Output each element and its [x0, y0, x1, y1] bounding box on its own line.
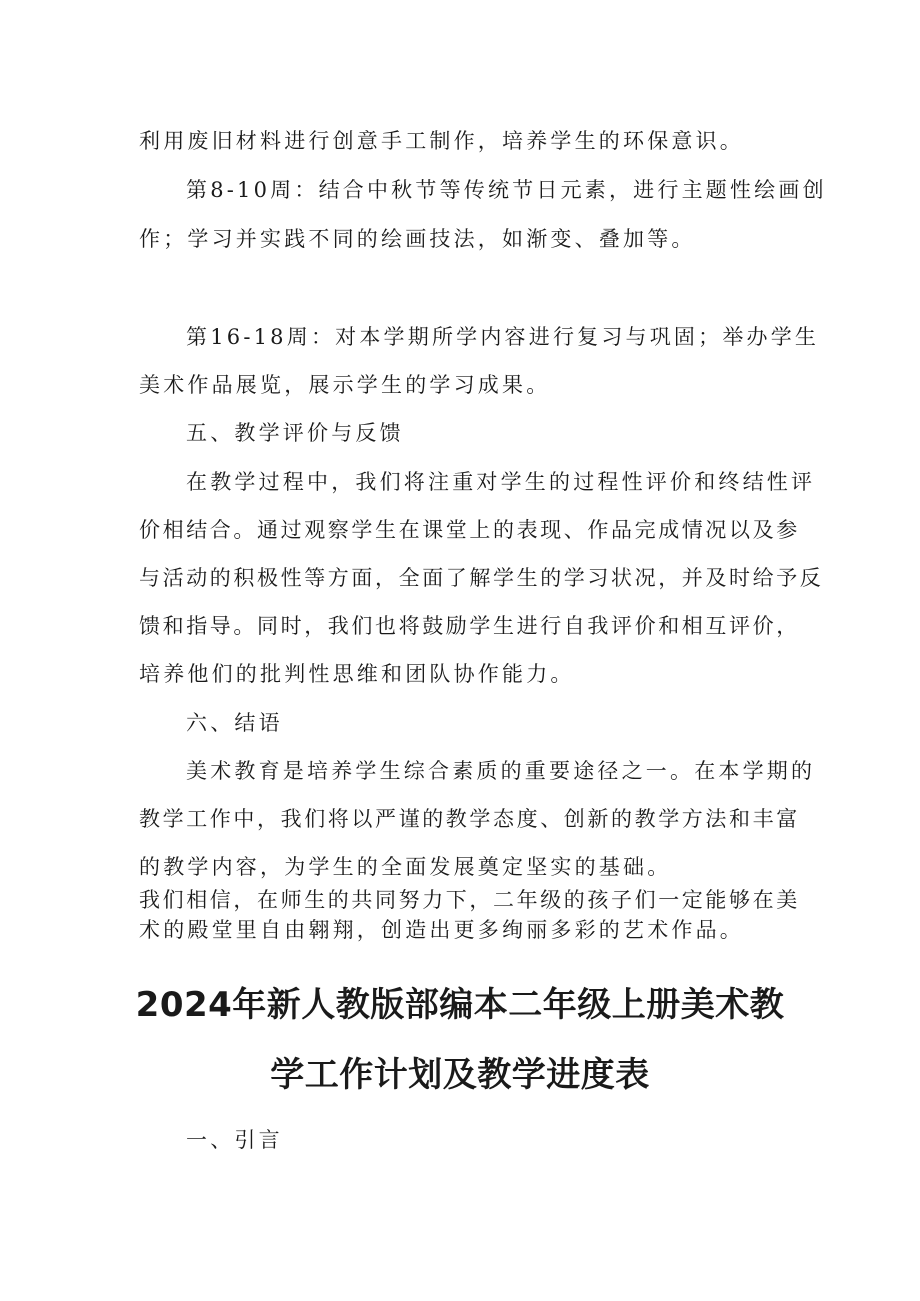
- paragraph-line: 第8-10周：结合中秋节等传统节日元素，进行主题性绘画创: [186, 178, 827, 202]
- paragraph-line: 价相结合。通过观察学生在课堂上的表现、作品完成情况以及参: [139, 518, 800, 542]
- paragraph-line: 教学工作中，我们将以严谨的教学态度、创新的教学方法和丰富: [139, 807, 800, 831]
- paragraph-line: 我们相信，在师生的共同努力下，二年级的孩子们一定能够在美: [139, 888, 800, 912]
- paragraph-line: 术的殿堂里自由翱翔，创造出更多绚丽多彩的艺术作品。: [139, 918, 744, 942]
- paragraph-line: 与活动的积极性等方面，全面了解学生的学习状况，并及时给予反: [139, 566, 824, 590]
- section-heading: 六、结语: [186, 711, 283, 735]
- paragraph-line: 的教学内容，为学生的全面发展奠定坚实的基础。: [139, 855, 672, 879]
- paragraph-line: 美术教育是培养学生综合素质的重要途径之一。在本学期的: [186, 759, 816, 783]
- paragraph-line: 在教学过程中，我们将注重对学生的过程性评价和终结性评: [186, 470, 816, 494]
- section-heading: 一、引言: [186, 1128, 283, 1152]
- paragraph-line: 培养他们的批判性思维和团队协作能力。: [139, 662, 575, 686]
- paragraph-line: 美术作品展览，展示学生的学习成果。: [139, 373, 551, 397]
- document-title-line-2: 学工作计划及教学进度表: [270, 1055, 650, 1095]
- paragraph-line: 作；学习并实践不同的绘画技法，如渐变、叠加等。: [139, 227, 696, 251]
- document-title-line-1: 2024年新人教版部编本二年级上册美术教: [135, 985, 785, 1025]
- paragraph-line: 馈和指导。同时，我们也将鼓励学生进行自我评价和相互评价，: [139, 614, 800, 638]
- paragraph-line: 利用废旧材料进行创意手工制作，培养学生的环保意识。: [139, 129, 744, 153]
- section-heading: 五、教学评价与反馈: [186, 421, 404, 445]
- paragraph-line: 第16-18周：对本学期所学内容进行复习与巩固；举办学生: [186, 325, 820, 349]
